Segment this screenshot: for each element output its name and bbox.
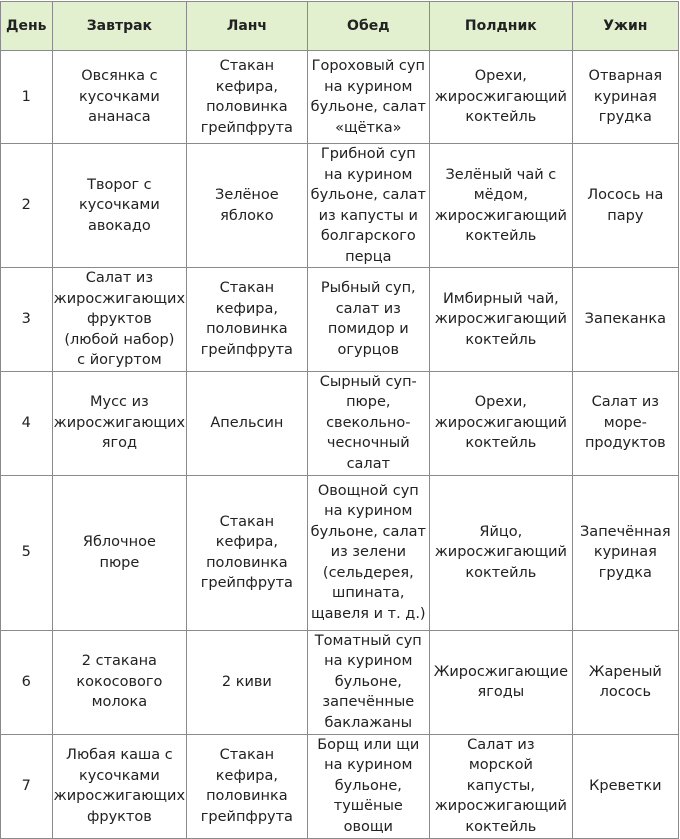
header-row [1, 2, 679, 51]
dinner-cell: Сырный суп- пюре, свекольно- чесночный салат [307, 371, 429, 475]
lunch-cell: Зелёное яблоко [187, 144, 307, 268]
snack-cell: Зелёный чай с мёдом, жиросжигающий коктейль [430, 144, 573, 268]
table-row [1, 475, 679, 630]
table-row [1, 268, 679, 372]
snack-cell: Орехи, жиросжигающий коктейль [430, 51, 573, 144]
supper-cell: Отварная куриная грудка [572, 51, 678, 144]
header-day: День [1, 2, 53, 51]
table-row [1, 51, 679, 144]
meal-plan-table [0, 1, 679, 839]
dinner-cell: Томатный суп на курином бульоне, запечённые баклажаны [307, 630, 429, 734]
snack-cell: Жиросжигающие ягоды [430, 630, 573, 734]
lunch-cell: 2 киви [187, 630, 307, 734]
breakfast-cell: Овсянка с кусочками ананаса [52, 51, 187, 144]
day-number: 6 [1, 630, 53, 734]
header-dinner: Обед [307, 2, 429, 51]
breakfast-cell: 2 стакана кокосового молока [52, 630, 187, 734]
day-number: 7 [1, 734, 53, 838]
dinner-cell: Гороховый суп на курином бульоне, салат «щётка» [307, 51, 429, 144]
breakfast-cell: Салат из жиросжигающих фруктов (любой набор) с йогуртом [52, 268, 187, 372]
supper-cell: Креветки [572, 734, 678, 838]
header-snack: Полдник [430, 2, 573, 51]
lunch-cell: Стакан кефира, половинка грейпфрута [187, 734, 307, 838]
dinner-cell: Овощной суп на курином бульоне, салат из зелени (сельдерея, шпината, щавеля и т. д.) [307, 475, 429, 630]
table-row [1, 144, 679, 268]
snack-cell: Орехи, жиросжигающий коктейль [430, 371, 573, 475]
supper-cell: Запеканка [572, 268, 678, 372]
breakfast-cell: Любая каша с кусочками жиросжигающих фруктов [52, 734, 187, 838]
snack-cell: Имбирный чай, жиросжигающий коктейль [430, 268, 573, 372]
dinner-cell: Борщ или щи на курином бульоне, тушёные овощи [307, 734, 429, 838]
breakfast-cell: Яблочное пюре [52, 475, 187, 630]
supper-cell: Запечённая куриная грудка [572, 475, 678, 630]
supper-cell: Лосось на пару [572, 144, 678, 268]
supper-cell: Салат из море- продуктов [572, 371, 678, 475]
lunch-cell: Стакан кефира, половинка грейпфрута [187, 268, 307, 372]
lunch-cell: Стакан кефира, половинка грейпфрута [187, 475, 307, 630]
header-breakfast: Завтрак [52, 2, 187, 51]
dinner-cell: Грибной суп на курином бульоне, салат из капусты и болгарского перца [307, 144, 429, 268]
header-lunch: Ланч [187, 2, 307, 51]
day-number: 2 [1, 144, 53, 268]
day-number: 1 [1, 51, 53, 144]
snack-cell: Яйцо, жиросжигающий коктейль [430, 475, 573, 630]
table-row [1, 734, 679, 838]
breakfast-cell: Мусс из жиросжигающих ягод [52, 371, 187, 475]
lunch-cell: Стакан кефира, половинка грейпфрута [187, 51, 307, 144]
day-number: 3 [1, 268, 53, 372]
supper-cell: Жареный лосось [572, 630, 678, 734]
breakfast-cell: Творог с кусочками авокадо [52, 144, 187, 268]
lunch-cell: Апельсин [187, 371, 307, 475]
day-number: 4 [1, 371, 53, 475]
day-number: 5 [1, 475, 53, 630]
dinner-cell: Рыбный суп, салат из помидор и огурцов [307, 268, 429, 372]
header-supper: Ужин [572, 2, 678, 51]
table-row [1, 371, 679, 475]
snack-cell: Салат из морской капусты, жиросжигающий коктейль [430, 734, 573, 838]
table-row [1, 630, 679, 734]
